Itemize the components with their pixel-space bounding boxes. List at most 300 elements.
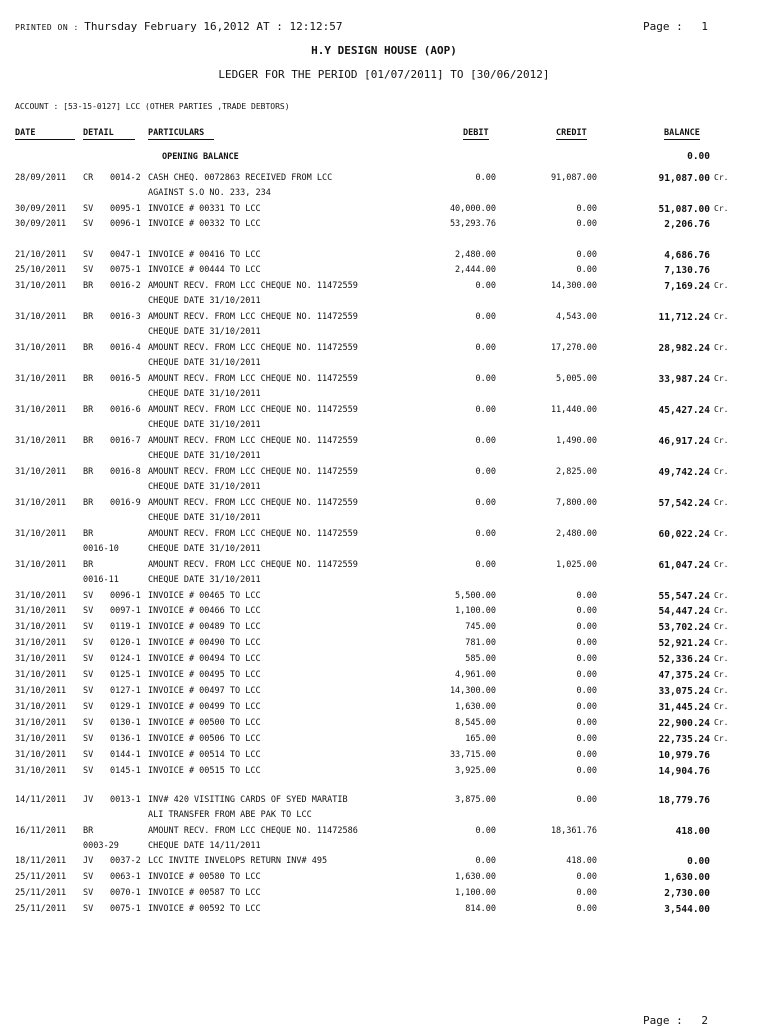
- row-date: 31/10/2011: [15, 405, 67, 415]
- row-particulars: AMOUNT RECV. FROM LCC CHEQUE NO. 11472586: [148, 826, 358, 836]
- row-doc: 0016-7: [110, 436, 141, 446]
- row-doc: 0124-1: [110, 654, 141, 664]
- row-cr-marker: Cr.: [714, 718, 729, 727]
- row-particulars-cont: CHEQUE DATE 31/10/2011: [148, 451, 261, 461]
- row-date: 31/10/2011: [15, 529, 67, 539]
- ledger-row: [0, 622, 768, 637]
- row-doc: 0016-3: [110, 312, 141, 322]
- row-credit: 0.00: [576, 686, 597, 696]
- row-credit: 17,270.00: [550, 343, 597, 353]
- row-particulars: INVOICE # 00444 TO LCC: [148, 265, 261, 275]
- row-credit: 0.00: [576, 888, 597, 898]
- row-date: 31/10/2011: [15, 281, 67, 291]
- row-doc: 0119-1: [110, 622, 141, 632]
- row-particulars: INVOICE # 00587 TO LCC: [148, 888, 261, 898]
- row-doc: 0144-1: [110, 750, 141, 760]
- row-debit: 0.00: [475, 405, 496, 415]
- account-line: ACCOUNT : [53-15-0127] LCC (OTHER PARTIES ,TRADE DEBTORS): [15, 102, 290, 111]
- row-cr-marker: Cr.: [714, 467, 729, 476]
- col-debit: DEBIT: [463, 128, 489, 138]
- row-balance: 49,742.24: [658, 467, 710, 478]
- ledger-row: [0, 467, 768, 497]
- row-particulars-cont: AGAINST S.O NO. 233, 234: [148, 188, 271, 198]
- row-cr-marker: Cr.: [714, 343, 729, 352]
- row-balance: 52,921.24: [658, 638, 710, 649]
- row-cr-marker: Cr.: [714, 436, 729, 445]
- row-credit: 4,543.00: [556, 312, 597, 322]
- row-balance: 4,686.76: [664, 250, 710, 261]
- row-debit: 1,100.00: [455, 606, 496, 616]
- row-cr-marker: Cr.: [714, 204, 729, 213]
- row-balance: 2,206.76: [664, 219, 710, 230]
- footer-page-label: Page :: [643, 1014, 683, 1027]
- row-credit: 0.00: [576, 638, 597, 648]
- row-credit: 418.00: [566, 856, 597, 866]
- row-type: BR: [83, 826, 94, 836]
- row-type: SV: [83, 718, 94, 728]
- printed-on-label: PRINTED ON :: [15, 23, 79, 32]
- row-particulars: INVOICE # 00494 TO LCC: [148, 654, 261, 664]
- row-date: 31/10/2011: [15, 718, 67, 728]
- row-type: SV: [83, 702, 94, 712]
- row-type: BR: [83, 529, 94, 539]
- row-debit: 1,630.00: [455, 872, 496, 882]
- ledger-row: [0, 405, 768, 435]
- row-balance: 3,544.00: [664, 904, 710, 915]
- page-label: Page :: [643, 20, 683, 33]
- row-date: 25/10/2011: [15, 265, 67, 275]
- row-particulars-cont: CHEQUE DATE 31/10/2011: [148, 513, 261, 523]
- row-debit: 0.00: [475, 856, 496, 866]
- row-balance: 2,730.00: [664, 888, 710, 899]
- row-type: BR: [83, 281, 94, 291]
- row-type: BR: [83, 498, 94, 508]
- row-doc: 0125-1: [110, 670, 141, 680]
- ledger-row: [0, 219, 768, 234]
- row-particulars-cont: CHEQUE DATE 31/10/2011: [148, 358, 261, 368]
- row-debit: 5,500.00: [455, 591, 496, 601]
- row-particulars: AMOUNT RECV. FROM LCC CHEQUE NO. 11472559: [148, 312, 358, 322]
- row-balance: 11,712.24: [658, 312, 710, 323]
- row-cr-marker: Cr.: [714, 606, 729, 615]
- company-name: H.Y DESIGN HOUSE (AOP): [311, 44, 457, 57]
- ledger-row: [0, 888, 768, 903]
- ledger-row: [0, 374, 768, 404]
- col-balance: BALANCE: [664, 128, 700, 138]
- row-balance: 46,917.24: [658, 436, 710, 447]
- ledger-row: [0, 173, 768, 203]
- ledger-row: [0, 204, 768, 219]
- row-balance: 51,087.00: [658, 204, 710, 215]
- row-particulars: INVOICE # 00497 TO LCC: [148, 686, 261, 696]
- row-date: 31/10/2011: [15, 591, 67, 601]
- row-balance: 53,702.24: [658, 622, 710, 633]
- row-doc-cont: 0016-11: [83, 575, 119, 585]
- row-balance: 60,022.24: [658, 529, 710, 540]
- row-debit: 0.00: [475, 312, 496, 322]
- row-particulars: INVOICE # 00416 TO LCC: [148, 250, 261, 260]
- row-type: SV: [83, 904, 94, 914]
- row-balance: 22,900.24: [658, 718, 710, 729]
- row-credit: 1,025.00: [556, 560, 597, 570]
- row-cr-marker: Cr.: [714, 405, 729, 414]
- row-type: SV: [83, 204, 94, 214]
- row-credit: 5,005.00: [556, 374, 597, 384]
- row-particulars: LCC INVITE INVELOPS RETURN INV# 495: [148, 856, 328, 866]
- row-particulars: AMOUNT RECV. FROM LCC CHEQUE NO. 11472559: [148, 498, 358, 508]
- row-doc: 0120-1: [110, 638, 141, 648]
- row-type: CR: [83, 173, 94, 183]
- row-type: BR: [83, 436, 94, 446]
- row-doc: 0016-8: [110, 467, 141, 477]
- row-credit: 0.00: [576, 204, 597, 214]
- row-particulars-cont: CHEQUE DATE 14/11/2011: [148, 841, 261, 851]
- row-particulars: INVOICE # 00506 TO LCC: [148, 734, 261, 744]
- row-credit: 14,300.00: [550, 281, 597, 291]
- row-type: SV: [83, 250, 94, 260]
- row-particulars: INVOICE # 00500 TO LCC: [148, 718, 261, 728]
- row-date: 31/10/2011: [15, 606, 67, 616]
- row-particulars: INVOICE # 00490 TO LCC: [148, 638, 261, 648]
- row-particulars-cont: CHEQUE DATE 31/10/2011: [148, 544, 261, 554]
- row-doc: 0095-1: [110, 204, 141, 214]
- row-cr-marker: Cr.: [714, 654, 729, 663]
- row-doc: 0127-1: [110, 686, 141, 696]
- row-credit: 0.00: [576, 622, 597, 632]
- row-cr-marker: Cr.: [714, 670, 729, 679]
- row-credit: 0.00: [576, 670, 597, 680]
- row-balance: 10,979.76: [658, 750, 710, 761]
- row-date: 31/10/2011: [15, 766, 67, 776]
- row-credit: 0.00: [576, 718, 597, 728]
- ledger-row: [0, 529, 768, 559]
- row-date: 31/10/2011: [15, 654, 67, 664]
- row-type: BR: [83, 467, 94, 477]
- row-date: 31/10/2011: [15, 734, 67, 744]
- row-particulars: INV# 420 VISITING CARDS OF SYED MARATIB: [148, 795, 348, 805]
- row-debit: 745.00: [465, 622, 496, 632]
- row-balance: 7,130.76: [664, 265, 710, 276]
- row-type: BR: [83, 343, 94, 353]
- row-balance: 55,547.24: [658, 591, 710, 602]
- row-cr-marker: Cr.: [714, 498, 729, 507]
- col-credit: CREDIT: [556, 128, 587, 138]
- row-type: JV: [83, 856, 94, 866]
- row-balance: 18,779.76: [658, 795, 710, 806]
- ledger-row: [0, 312, 768, 342]
- row-credit: 91,087.00: [550, 173, 597, 183]
- ledger-row: [0, 654, 768, 669]
- row-particulars: INVOICE # 00495 TO LCC: [148, 670, 261, 680]
- row-debit: 0.00: [475, 560, 496, 570]
- row-balance: 45,427.24: [658, 405, 710, 416]
- ledger-row: [0, 686, 768, 701]
- ledger-title: LEDGER FOR THE PERIOD [01/07/2011] TO [30/06/2012]: [218, 68, 550, 81]
- row-debit: 3,875.00: [455, 795, 496, 805]
- row-debit: 781.00: [465, 638, 496, 648]
- row-type: SV: [83, 686, 94, 696]
- row-credit: 0.00: [576, 734, 597, 744]
- row-debit: 0.00: [475, 529, 496, 539]
- row-credit: 7,800.00: [556, 498, 597, 508]
- row-doc: 0014-2: [110, 173, 141, 183]
- row-cr-marker: Cr.: [714, 622, 729, 631]
- row-balance: 418.00: [675, 826, 710, 837]
- row-date: 31/10/2011: [15, 498, 67, 508]
- ledger-row: [0, 436, 768, 466]
- row-type: SV: [83, 622, 94, 632]
- row-cr-marker: Cr.: [714, 686, 729, 695]
- row-date: 31/10/2011: [15, 374, 67, 384]
- col-detail: DETAIL: [83, 128, 135, 140]
- row-debit: 2,444.00: [455, 265, 496, 275]
- ledger-row: [0, 856, 768, 871]
- row-particulars-cont: ALI TRANSFER FROM ABE PAK TO LCC: [148, 810, 312, 820]
- ledger-row: [0, 750, 768, 765]
- row-particulars: INVOICE # 00514 TO LCC: [148, 750, 261, 760]
- row-doc: 0136-1: [110, 734, 141, 744]
- row-type: SV: [83, 606, 94, 616]
- row-debit: 4,961.00: [455, 670, 496, 680]
- row-debit: 1,100.00: [455, 888, 496, 898]
- row-doc: 0016-2: [110, 281, 141, 291]
- row-date: 31/10/2011: [15, 686, 67, 696]
- row-credit: 11,440.00: [550, 405, 597, 415]
- row-cr-marker: Cr.: [714, 312, 729, 321]
- row-debit: 3,925.00: [455, 766, 496, 776]
- row-balance: 28,982.24: [658, 343, 710, 354]
- row-debit: 14,300.00: [449, 686, 496, 696]
- row-debit: 165.00: [465, 734, 496, 744]
- row-date: 30/09/2011: [15, 219, 67, 229]
- row-balance: 7,169.24: [664, 281, 710, 292]
- row-type: SV: [83, 766, 94, 776]
- ledger-row: [0, 281, 768, 311]
- row-type: SV: [83, 265, 94, 275]
- row-doc: 0096-1: [110, 591, 141, 601]
- ledger-row: [0, 718, 768, 733]
- col-particulars: PARTICULARS: [148, 128, 214, 140]
- row-credit: 0.00: [576, 795, 597, 805]
- row-date: 31/10/2011: [15, 312, 67, 322]
- row-type: SV: [83, 638, 94, 648]
- ledger-row: [0, 795, 768, 825]
- opening-balance-label: OPENING BALANCE: [162, 152, 239, 162]
- row-credit: 0.00: [576, 265, 597, 275]
- row-particulars: AMOUNT RECV. FROM LCC CHEQUE NO. 11472559: [148, 374, 358, 384]
- row-particulars: INVOICE # 00331 TO LCC: [148, 204, 261, 214]
- row-credit: 0.00: [576, 219, 597, 229]
- row-balance: 54,447.24: [658, 606, 710, 617]
- row-credit: 0.00: [576, 872, 597, 882]
- ledger-row: [0, 826, 768, 856]
- printed-on-value: Thursday February 16,2012 AT : 12:12:57: [84, 20, 343, 33]
- row-doc: 0037-2: [110, 856, 141, 866]
- ledger-row: [0, 872, 768, 887]
- row-balance: 33,987.24: [658, 374, 710, 385]
- row-date: 31/10/2011: [15, 560, 67, 570]
- ledger-row: [0, 560, 768, 590]
- row-doc: 0013-1: [110, 795, 141, 805]
- row-particulars-cont: CHEQUE DATE 31/10/2011: [148, 575, 261, 585]
- row-date: 30/09/2011: [15, 204, 67, 214]
- row-credit: 0.00: [576, 904, 597, 914]
- row-type: SV: [83, 591, 94, 601]
- ledger-row: [0, 265, 768, 280]
- row-cr-marker: Cr.: [714, 529, 729, 538]
- row-doc-cont: 0003-29: [83, 841, 119, 851]
- row-particulars: INVOICE # 00499 TO LCC: [148, 702, 261, 712]
- row-debit: 0.00: [475, 343, 496, 353]
- ledger-row: [0, 638, 768, 653]
- row-debit: 8,545.00: [455, 718, 496, 728]
- row-date: 31/10/2011: [15, 343, 67, 353]
- row-doc: 0016-5: [110, 374, 141, 384]
- row-particulars: INVOICE # 00592 TO LCC: [148, 904, 261, 914]
- ledger-row: [0, 498, 768, 528]
- row-cr-marker: Cr.: [714, 281, 729, 290]
- row-date: 28/09/2011: [15, 173, 67, 183]
- row-particulars-cont: CHEQUE DATE 31/10/2011: [148, 389, 261, 399]
- footer-page-number: 2: [701, 1014, 708, 1027]
- row-particulars: CASH CHEQ. 0072863 RECEIVED FROM LCC: [148, 173, 333, 183]
- row-type: BR: [83, 312, 94, 322]
- row-particulars-cont: CHEQUE DATE 31/10/2011: [148, 420, 261, 430]
- row-balance: 14,904.76: [658, 766, 710, 777]
- row-credit: 0.00: [576, 750, 597, 760]
- row-date: 31/10/2011: [15, 670, 67, 680]
- row-balance: 33,075.24: [658, 686, 710, 697]
- row-balance: 52,336.24: [658, 654, 710, 665]
- row-doc: 0130-1: [110, 718, 141, 728]
- row-type: SV: [83, 734, 94, 744]
- row-credit: 2,825.00: [556, 467, 597, 477]
- row-particulars: AMOUNT RECV. FROM LCC CHEQUE NO. 11472559: [148, 436, 358, 446]
- row-debit: 1,630.00: [455, 702, 496, 712]
- row-debit: 0.00: [475, 173, 496, 183]
- row-doc: 0075-1: [110, 904, 141, 914]
- row-cr-marker: Cr.: [714, 591, 729, 600]
- ledger-row: [0, 766, 768, 781]
- row-particulars: AMOUNT RECV. FROM LCC CHEQUE NO. 11472559: [148, 467, 358, 477]
- row-cr-marker: Cr.: [714, 638, 729, 647]
- row-particulars: INVOICE # 00580 TO LCC: [148, 872, 261, 882]
- row-debit: 40,000.00: [449, 204, 496, 214]
- row-particulars-cont: CHEQUE DATE 31/10/2011: [148, 296, 261, 306]
- row-date: 18/11/2011: [15, 856, 67, 866]
- ledger-row: [0, 670, 768, 685]
- row-type: SV: [83, 888, 94, 898]
- row-cr-marker: Cr.: [714, 702, 729, 711]
- row-doc: 0063-1: [110, 872, 141, 882]
- row-particulars: AMOUNT RECV. FROM LCC CHEQUE NO. 11472559: [148, 281, 358, 291]
- row-credit: 0.00: [576, 591, 597, 601]
- ledger-row: [0, 904, 768, 919]
- row-particulars: AMOUNT RECV. FROM LCC CHEQUE NO. 11472559: [148, 405, 358, 415]
- ledger-row: [0, 606, 768, 621]
- row-date: 25/11/2011: [15, 904, 67, 914]
- row-debit: 0.00: [475, 281, 496, 291]
- row-credit: 2,480.00: [556, 529, 597, 539]
- row-debit: 33,715.00: [449, 750, 496, 760]
- ledger-row: [0, 250, 768, 265]
- col-date: DATE: [15, 128, 75, 140]
- row-doc: 0016-4: [110, 343, 141, 353]
- row-type: SV: [83, 750, 94, 760]
- row-credit: 0.00: [576, 766, 597, 776]
- row-debit: 0.00: [475, 826, 496, 836]
- row-date: 31/10/2011: [15, 750, 67, 760]
- row-credit: 1,490.00: [556, 436, 597, 446]
- row-date: 14/11/2011: [15, 795, 67, 805]
- ledger-row: [0, 734, 768, 749]
- row-debit: 2,480.00: [455, 250, 496, 260]
- row-credit: 0.00: [576, 606, 597, 616]
- ledger-row: [0, 702, 768, 717]
- row-cr-marker: Cr.: [714, 560, 729, 569]
- row-debit: 0.00: [475, 467, 496, 477]
- row-date: 21/10/2011: [15, 250, 67, 260]
- row-type: JV: [83, 795, 94, 805]
- row-credit: 0.00: [576, 654, 597, 664]
- row-doc: 0016-9: [110, 498, 141, 508]
- row-balance: 0.00: [687, 856, 710, 867]
- row-type: BR: [83, 405, 94, 415]
- row-type: BR: [83, 560, 94, 570]
- row-debit: 0.00: [475, 436, 496, 446]
- row-cr-marker: Cr.: [714, 374, 729, 383]
- row-balance: 22,735.24: [658, 734, 710, 745]
- page-indicator: [643, 20, 708, 33]
- row-debit: 0.00: [475, 374, 496, 384]
- row-particulars: AMOUNT RECV. FROM LCC CHEQUE NO. 11472559: [148, 560, 358, 570]
- row-date: 25/11/2011: [15, 888, 67, 898]
- opening-balance-value: 0.00: [687, 151, 710, 162]
- printed-on: [15, 20, 343, 33]
- row-balance: 57,542.24: [658, 498, 710, 509]
- row-date: 31/10/2011: [15, 622, 67, 632]
- row-debit: 0.00: [475, 498, 496, 508]
- row-debit: 814.00: [465, 904, 496, 914]
- row-credit: 0.00: [576, 250, 597, 260]
- row-type: SV: [83, 219, 94, 229]
- row-cr-marker: Cr.: [714, 734, 729, 743]
- row-credit: 0.00: [576, 702, 597, 712]
- row-date: 25/11/2011: [15, 872, 67, 882]
- row-date: 31/10/2011: [15, 436, 67, 446]
- row-doc: 0070-1: [110, 888, 141, 898]
- row-balance: 1,630.00: [664, 872, 710, 883]
- row-particulars: AMOUNT RECV. FROM LCC CHEQUE NO. 11472559: [148, 529, 358, 539]
- row-type: SV: [83, 872, 94, 882]
- row-debit: 585.00: [465, 654, 496, 664]
- row-doc: 0075-1: [110, 265, 141, 275]
- row-balance: 91,087.00: [658, 173, 710, 184]
- row-particulars: INVOICE # 00332 TO LCC: [148, 219, 261, 229]
- row-cr-marker: Cr.: [714, 173, 729, 182]
- row-particulars-cont: CHEQUE DATE 31/10/2011: [148, 327, 261, 337]
- ledger-row: [0, 591, 768, 606]
- row-particulars: INVOICE # 00489 TO LCC: [148, 622, 261, 632]
- footer-page: [643, 1014, 708, 1027]
- row-date: 31/10/2011: [15, 702, 67, 712]
- row-doc: 0047-1: [110, 250, 141, 260]
- row-particulars: AMOUNT RECV. FROM LCC CHEQUE NO. 11472559: [148, 343, 358, 353]
- row-type: SV: [83, 654, 94, 664]
- row-type: BR: [83, 374, 94, 384]
- row-date: 31/10/2011: [15, 467, 67, 477]
- row-date: 31/10/2011: [15, 638, 67, 648]
